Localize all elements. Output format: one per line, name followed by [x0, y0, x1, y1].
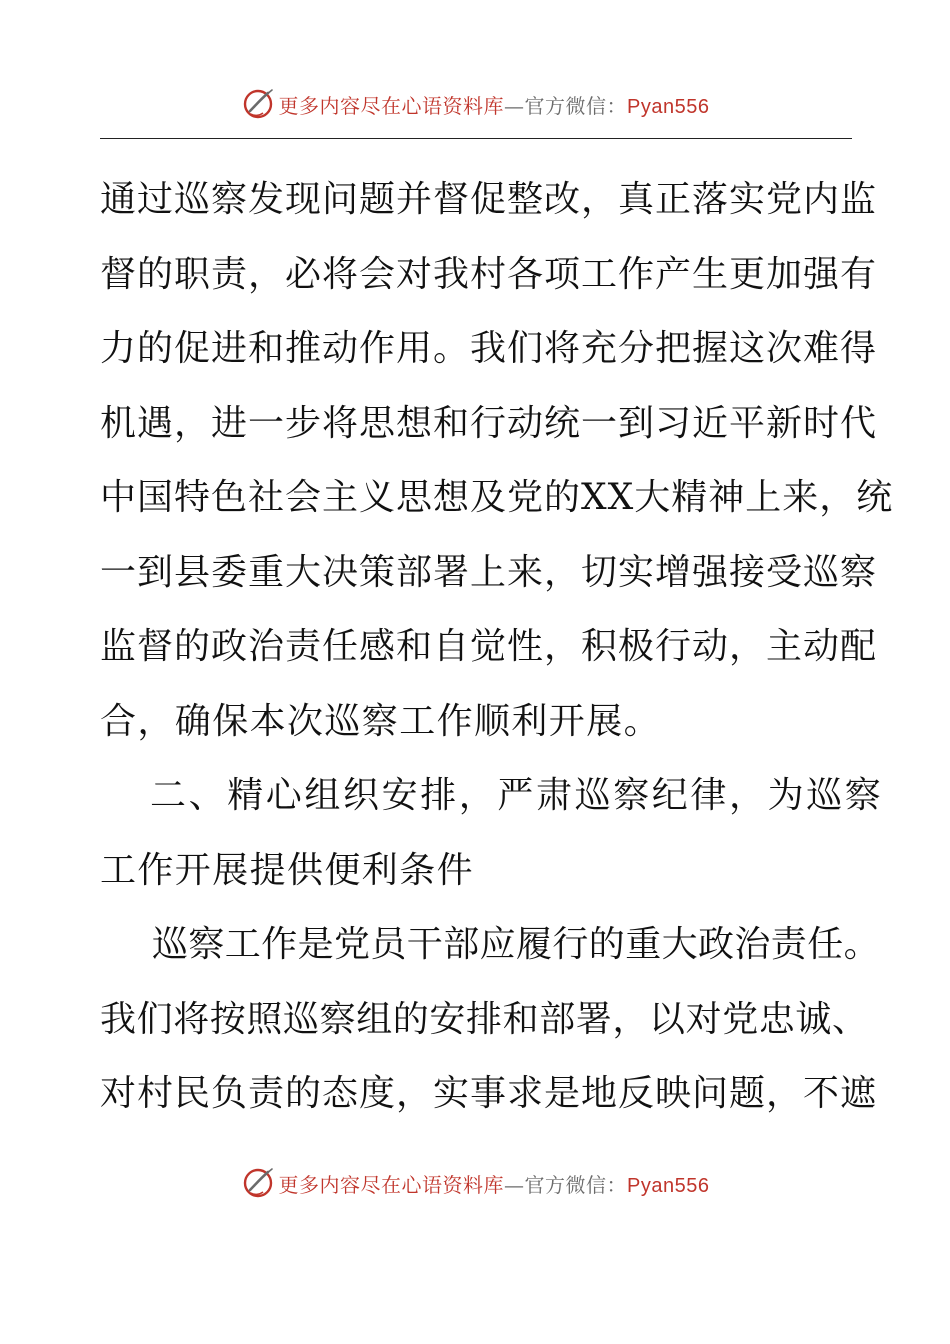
header-divider	[100, 138, 852, 139]
body-line: 巡察工作是党员干部应履行的重大政治责任。	[152, 924, 881, 965]
body-line: 对村民负责的态度，实事求是地反映问题，不遮	[100, 1073, 878, 1114]
pen-logo-icon	[241, 87, 275, 121]
header-handle: Pyan556	[627, 95, 710, 118]
header-text	[279, 90, 710, 119]
pen-logo-icon	[241, 1166, 275, 1200]
footer-banner	[0, 1163, 950, 1203]
header-dash: —	[504, 93, 525, 118]
header-official-label: 官方微信：	[524, 93, 628, 118]
header-banner	[0, 84, 950, 124]
body-line: 力的促进和推动作用。我们将充分把握这次难得	[100, 328, 878, 369]
footer-handle: Pyan556	[627, 1174, 710, 1197]
footer-dash: —	[504, 1172, 525, 1197]
body-line: 通过巡察发现问题并督促整改，真正落实党内监	[100, 179, 878, 220]
section-heading: 二、精心组织安排，严肃巡察纪律，为巡察	[150, 775, 884, 816]
header-brand: 更多内容尽在心语资料库	[278, 93, 505, 118]
footer-text	[279, 1169, 710, 1198]
body-line: 监督的政治责任感和自觉性，积极行动，主动配	[100, 626, 878, 667]
section-heading-continued: 工作开展提供便利条件	[100, 849, 475, 891]
body-line: 合，确保本次巡察工作顺利开展。	[100, 700, 662, 742]
body-line: 中国特色社会主义思想及党的XX大精神上来，统	[100, 477, 894, 518]
body-line: 我们将按照巡察组的安排和部署，以对党忠诚、	[100, 998, 869, 1040]
body-line: 一到县委重大决策部署上来，切实增强接受巡察	[100, 551, 878, 593]
footer-official-label: 官方微信：	[524, 1172, 628, 1197]
body-line: 督的职责，必将会对我村各项工作产生更加强有	[100, 253, 878, 295]
document-body	[100, 163, 894, 1132]
body-line: 机遇，进一步将思想和行动统一到习近平新时代	[100, 402, 878, 444]
footer-brand: 更多内容尽在心语资料库	[278, 1172, 505, 1197]
